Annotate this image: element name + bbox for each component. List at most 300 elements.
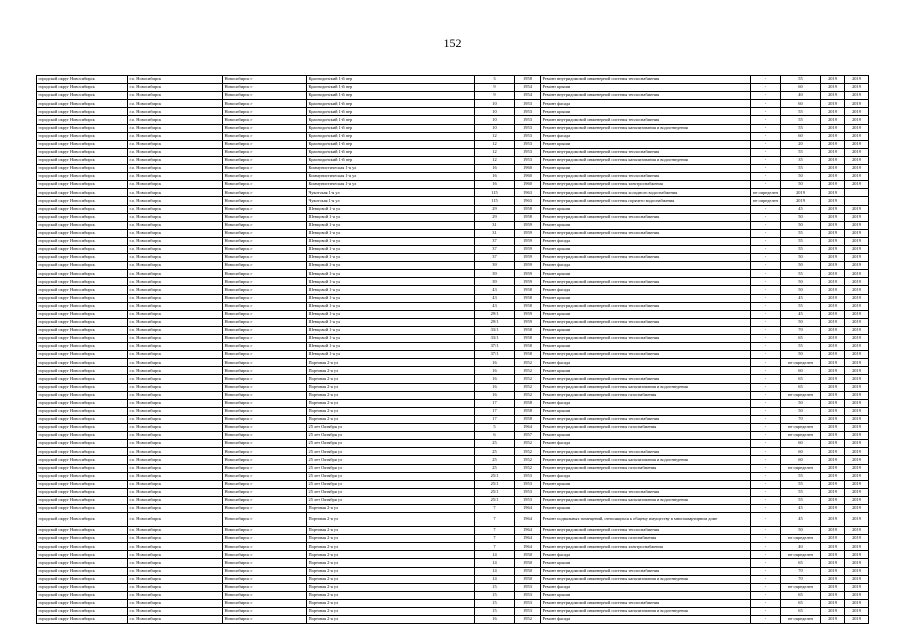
cell-street: Шевцовой 1-я ул [307,351,475,359]
cell-cost: не определен [781,583,821,591]
cell-work-type: Ремонт крыши [541,480,751,488]
cell-house: 43 [475,286,515,294]
cell-house: 3 [475,76,515,84]
cell-municipality: г.о. Новосибирск [128,432,223,440]
cell-work-type: Ремонт внутридомовой инженерной системы теплоснабжения [541,92,751,100]
cell-street: Краснодонский 1-й пер [307,148,475,156]
cell-work-type: Ремонт крыши [541,343,751,351]
cell-dash: - [751,116,781,124]
table-row [37,559,869,567]
cell-house: 25/1 [475,480,515,488]
cell-work-type: Ремонт внутридомовой инженерной системы теплоснабжения [541,599,751,607]
cell-year: 1958 [515,326,541,334]
cell-dash: - [751,326,781,334]
cell-dash: не определен [751,197,781,205]
cell-street: Шевцовой 1-я ул [307,302,475,310]
cell-work-type: Ремонт внутридомовой инженерной системы канализования и водоотведения [541,383,751,391]
cell-house: 37 [475,237,515,245]
cell-cost: 70 [781,415,821,423]
cell-house: 10 [475,108,515,116]
cell-year: 1953 [515,496,541,504]
cell-municipality: г.о. Новосибирск [128,575,223,583]
cell-municipality: г.о. Новосибирск [128,132,223,140]
cell-district: городской округ Новосибирск [37,616,128,624]
cell-district: городской округ Новосибирск [37,567,128,575]
cell-plan-start: 2019 [821,181,845,189]
cell-work-type: Ремонт внутридомовой инженерной системы теплоснабжения [541,567,751,575]
cell-municipality: г.о. Новосибирск [128,399,223,407]
cell-locality: Новосибирск г [223,302,307,310]
cell-year: 1964 [515,504,541,512]
cell-cost: 50 [781,213,821,221]
cell-plan-start: 2019 [821,165,845,173]
cell-plan-end: 2019 [845,424,869,432]
cell-street: Портовая 2-я ул [307,543,475,551]
cell-plan-end: 2019 [845,399,869,407]
cell-plan-start: 2019 [821,616,845,624]
cell-year: 1963 [515,197,541,205]
cell-plan-start: 2019 [821,76,845,84]
cell-house: 17 [475,399,515,407]
cell-house: 16 [475,391,515,399]
cell-plan-start: 2019 [821,513,845,527]
cell-cost: 55 [781,124,821,132]
cell-year: 1959 [515,318,541,326]
cell-year: 1958 [515,213,541,221]
cell-plan-start: 2019 [821,599,845,607]
cell-year: 1953 [515,100,541,108]
cell-street: Шевцовой 1-я ул [307,213,475,221]
cell-district: городской округ Новосибирск [37,156,128,164]
table-row [37,527,869,535]
cell-municipality: г.о. Новосибирск [128,424,223,432]
table-row [37,399,869,407]
cell-dash: - [751,407,781,415]
cell-year: 1959 [515,254,541,262]
cell-dash: - [751,472,781,480]
cell-year: 1953 [515,472,541,480]
cell-street: Портовая 2-я ул [307,599,475,607]
cell-municipality: г.о. Новосибирск [128,513,223,527]
cell-municipality: г.о. Новосибирск [128,616,223,624]
cell-street: Портовая 2-я ул [307,407,475,415]
cell-district: городской округ Новосибирск [37,488,128,496]
cell-street: 25 лет Октября ул [307,448,475,456]
cell-street: Портовая 2-я ул [307,504,475,512]
cell-street: Портовая 2-я ул [307,608,475,616]
cell-street: Портовая 2-я ул [307,391,475,399]
cell-dash: - [751,504,781,512]
cell-plan-end: 2019 [845,599,869,607]
cell-street: Краснодонский 1-й пер [307,124,475,132]
cell-plan-start: 2019 [821,302,845,310]
table-row [37,124,869,132]
cell-district: городской округ Новосибирск [37,527,128,535]
cell-house: 15 [475,591,515,599]
cell-street: Портовая 2-я ул [307,527,475,535]
cell-locality: Новосибирск г [223,156,307,164]
cell-plan-start: 2019 [821,496,845,504]
cell-year: 1958 [515,343,541,351]
cell-plan-end: 2019 [845,326,869,334]
cell-plan-start: 2019 [821,567,845,575]
cell-plan-end: 2019 [845,359,869,367]
table-row [37,415,869,423]
cell-dash: - [751,415,781,423]
cell-district: городской округ Новосибирск [37,302,128,310]
cell-year: 1964 [515,527,541,535]
cell-dash: - [751,367,781,375]
cell-work-type: Ремонт крыши [541,165,751,173]
cell-year: 1958 [515,302,541,310]
cell-street: Портовая 2-я ул [307,535,475,543]
cell-year: 1959 [515,221,541,229]
cell-work-type: Ремонт внутридомовой инженерной системы газоснабжения [541,391,751,399]
cell-year: 1958 [515,76,541,84]
cell-district: городской округ Новосибирск [37,543,128,551]
cell-municipality: г.о. Новосибирск [128,559,223,567]
cell-work-type: Ремонт внутридомовой инженерной системы теплоснабжения [541,527,751,535]
cell-cost: 55 [781,76,821,84]
cell-plan-start: 2019 [821,543,845,551]
cell-locality: Новосибирск г [223,310,307,318]
cell-plan-end: 2019 [845,391,869,399]
cell-cost: 55 [781,343,821,351]
table-row [37,140,869,148]
cell-municipality: г.о. Новосибирск [128,407,223,415]
cell-locality: Новосибирск г [223,116,307,124]
cell-district: городской округ Новосибирск [37,608,128,616]
cell-district: городской округ Новосибирск [37,84,128,92]
cell-municipality: г.о. Новосибирск [128,535,223,543]
cell-dash: - [751,318,781,326]
cell-cost: 50 [781,351,821,359]
cell-year: 1958 [515,205,541,213]
cell-cost: 60 [781,456,821,464]
cell-district: городской округ Новосибирск [37,181,128,189]
cell-cost: 55 [781,148,821,156]
cell-dash: - [751,599,781,607]
cell-plan-end: 2019 [845,124,869,132]
cell-work-type: Ремонт внутридомовой инженерной системы теплоснабжения [541,148,751,156]
cell-locality: Новосибирск г [223,375,307,383]
cell-plan-end: 2019 [845,335,869,343]
cell-dash: - [751,148,781,156]
cell-cost: 60 [781,448,821,456]
cell-year: 1964 [515,543,541,551]
cell-year: 1959 [515,229,541,237]
cell-municipality: г.о. Новосибирск [128,205,223,213]
cell-house: 16 [475,383,515,391]
repair-registry-table [36,75,869,624]
cell-plan-end: 2019 [845,591,869,599]
cell-work-type: Ремонт внутридомовой инженерной системы канализования и водоотведения [541,496,751,504]
cell-dash: - [751,221,781,229]
cell-locality: Новосибирск г [223,262,307,270]
cell-work-type: Ремонт внутридомовой инженерной системы теплоснабжения [541,173,751,181]
cell-dash: - [751,456,781,464]
cell-plan-end: 2019 [845,351,869,359]
cell-locality: Новосибирск г [223,567,307,575]
cell-locality: Новосибирск г [223,496,307,504]
table-row [37,608,869,616]
cell-district: городской округ Новосибирск [37,262,128,270]
cell-plan-start: 2019 [821,270,845,278]
cell-plan-end: 2019 [845,173,869,181]
cell-street: Портовая 2-я ул [307,513,475,527]
cell-house: 39 [475,262,515,270]
cell-house: 31 [475,221,515,229]
cell-work-type: Ремонт крыши [541,205,751,213]
cell-work-type: Ремонт внутридомовой инженерной системы электроснабжения [541,181,751,189]
cell-year: 1959 [515,270,541,278]
cell-street: 25 лет Октября ул [307,480,475,488]
cell-cost: 65 [781,383,821,391]
table-row [37,543,869,551]
cell-plan-start: 2019 [821,527,845,535]
cell-plan-start: 2019 [821,318,845,326]
cell-year: 1958 [515,294,541,302]
cell-street: Портовая 2-я ул [307,575,475,583]
cell-work-type: Ремонт внутридомовой инженерной системы горячего водоснабжения [541,197,751,205]
cell-cost: 55 [781,116,821,124]
table-row [37,367,869,375]
cell-district: городской округ Новосибирск [37,591,128,599]
cell-cost: 2019 [781,197,821,205]
cell-locality: Новосибирск г [223,165,307,173]
cell-district: городской округ Новосибирск [37,237,128,245]
cell-house: 16 [475,367,515,375]
cell-district: городской округ Новосибирск [37,440,128,448]
cell-cost: 55 [781,108,821,116]
cell-municipality: г.о. Новосибирск [128,375,223,383]
cell-plan-start: 2019 [821,399,845,407]
cell-house: 15 [475,599,515,607]
cell-cost: 55 [781,229,821,237]
cell-district: городской округ Новосибирск [37,335,128,343]
cell-year: 1963 [515,189,541,197]
cell-year: 1953 [515,591,541,599]
cell-year: 1958 [515,415,541,423]
cell-municipality: г.о. Новосибирск [128,173,223,181]
cell-work-type: Ремонт внутридомовой инженерной системы теплоснабжения [541,351,751,359]
cell-district: городской округ Новосибирск [37,310,128,318]
cell-plan-end: 2019 [845,513,869,527]
cell-house: 39 [475,270,515,278]
cell-dash: - [751,254,781,262]
cell-cost: 45 [781,504,821,512]
cell-plan-start: 2019 [821,456,845,464]
cell-street: Краснодонский 1-й пер [307,140,475,148]
cell-municipality: г.о. Новосибирск [128,254,223,262]
cell-house: 29 [475,213,515,221]
table-row [37,583,869,591]
cell-dash: - [751,205,781,213]
cell-municipality: г.о. Новосибирск [128,488,223,496]
cell-street: Краснодонский 1-й пер [307,132,475,140]
cell-year: 1958 [515,286,541,294]
cell-year: 1958 [515,407,541,415]
cell-municipality: г.о. Новосибирск [128,318,223,326]
cell-cost: 70 [781,326,821,334]
cell-plan-start: 2019 [821,351,845,359]
cell-work-type: Ремонт внутридомовой инженерной системы теплоснабжения [541,448,751,456]
cell-year: 1952 [515,375,541,383]
cell-cost: не определен [781,424,821,432]
cell-year: 1959 [515,237,541,245]
cell-cost: 55 [781,270,821,278]
cell-locality: Новосибирск г [223,197,307,205]
cell-district: городской округ Новосибирск [37,424,128,432]
cell-house: 29/1 [475,310,515,318]
cell-house: 9 [475,92,515,100]
cell-dash: - [751,100,781,108]
cell-house: 10 [475,124,515,132]
cell-work-type: Ремонт внутридомовой инженерной системы теплоснабжения [541,375,751,383]
cell-municipality: г.о. Новосибирск [128,245,223,253]
cell-plan-end: 2019 [845,583,869,591]
cell-dash: - [751,262,781,270]
cell-plan-end: 2019 [845,504,869,512]
cell-cost: 45 [781,513,821,527]
cell-municipality: г.о. Новосибирск [128,456,223,464]
cell-house: 17 [475,415,515,423]
table-row [37,591,869,599]
cell-street: Чукотская 1-я ул [307,189,475,197]
cell-locality: Новосибирск г [223,221,307,229]
cell-plan-end: 2019 [845,181,869,189]
cell-plan-end: 2019 [845,221,869,229]
cell-year: 1953 [515,608,541,616]
cell-district: городской округ Новосибирск [37,535,128,543]
cell-street: Краснодонский 1-й пер [307,100,475,108]
cell-plan-start: 2019 [821,608,845,616]
cell-plan-start: 2019 [821,278,845,286]
cell-house: 37 [475,254,515,262]
cell-plan-end: 2019 [845,92,869,100]
cell-house: 12 [475,132,515,140]
cell-municipality: г.о. Новосибирск [128,504,223,512]
cell-cost: 40 [781,92,821,100]
table-row [37,391,869,399]
table-row [37,108,869,116]
cell-street: Шевцовой 1-я ул [307,310,475,318]
cell-dash: - [751,591,781,599]
cell-dash: - [751,84,781,92]
cell-street: Краснодонский 1-й пер [307,108,475,116]
cell-district: городской округ Новосибирск [37,583,128,591]
cell-cost: 55 [781,472,821,480]
cell-locality: Новосибирск г [223,543,307,551]
cell-district: городской округ Новосибирск [37,140,128,148]
cell-dash: - [751,488,781,496]
cell-year: 1964 [515,535,541,543]
table-row [37,456,869,464]
cell-locality: Новосибирск г [223,367,307,375]
cell-municipality: г.о. Новосибирск [128,189,223,197]
cell-street: Шевцовой 1-я ул [307,245,475,253]
cell-municipality: г.о. Новосибирск [128,351,223,359]
cell-dash: - [751,440,781,448]
cell-year: 1953 [515,480,541,488]
cell-work-type: Ремонт внутридомовой инженерной системы теплоснабжения [541,254,751,262]
cell-work-type: Ремонт крыши [541,294,751,302]
cell-plan-start: 2019 [821,294,845,302]
table-row [37,286,869,294]
cell-plan-end: 2019 [845,148,869,156]
table-row [37,76,869,84]
cell-locality: Новосибирск г [223,407,307,415]
cell-work-type: Ремонт крыши [541,140,751,148]
cell-street: Шевцовой 1-я ул [307,335,475,343]
cell-street: Шевцовой 1-я ул [307,237,475,245]
cell-municipality: г.о. Новосибирск [128,343,223,351]
cell-plan-start: 2019 [821,310,845,318]
cell-house: 29 [475,205,515,213]
cell-municipality: г.о. Новосибирск [128,359,223,367]
cell-street: Шевцовой 1-я ул [307,221,475,229]
cell-street: Портовая 2-я ул [307,399,475,407]
cell-cost: 55 [781,245,821,253]
table-row [37,464,869,472]
table-row [37,575,869,583]
cell-plan-start: 2019 [821,100,845,108]
cell-plan-start: 2019 [821,407,845,415]
cell-plan-start: 2019 [821,480,845,488]
cell-year: 1952 [515,391,541,399]
cell-street: Шевцовой 1-я ул [307,318,475,326]
cell-street: Коммунистическая 1-я ул [307,181,475,189]
cell-locality: Новосибирск г [223,148,307,156]
cell-house: 25 [475,456,515,464]
cell-district: городской округ Новосибирск [37,229,128,237]
cell-dash: - [751,432,781,440]
cell-work-type: Ремонт внутридомовой инженерной системы электроснабжения [541,543,751,551]
cell-plan-end: 2019 [845,543,869,551]
cell-locality: Новосибирск г [223,318,307,326]
cell-locality: Новосибирск г [223,351,307,359]
cell-cost: 50 [781,527,821,535]
cell-plan-end: 2019 [845,472,869,480]
table-row [37,181,869,189]
cell-municipality: г.о. Новосибирск [128,551,223,559]
cell-work-type: Ремонт фасада [541,440,751,448]
cell-district: городской округ Новосибирск [37,432,128,440]
cell-plan-end: 2019 [845,132,869,140]
cell-house: 7 [475,504,515,512]
cell-plan-start: 2019 [821,189,845,197]
cell-district: городской округ Новосибирск [37,270,128,278]
cell-plan-start: 2019 [821,367,845,375]
cell-dash: - [751,575,781,583]
cell-locality: Новосибирск г [223,448,307,456]
cell-locality: Новосибирск г [223,108,307,116]
cell-house: 14 [475,551,515,559]
cell-house: 12 [475,156,515,164]
table-row [37,480,869,488]
cell-plan-end: 2019 [845,367,869,375]
cell-year: 1953 [515,148,541,156]
table-row [37,294,869,302]
cell-year: 1953 [515,156,541,164]
cell-cost: 65 [781,335,821,343]
cell-street: 25 лет Октября ул [307,496,475,504]
cell-house: 14 [475,567,515,575]
cell-plan-start: 2019 [821,535,845,543]
cell-house: 7 [475,535,515,543]
table-row [37,513,869,527]
cell-house: 9 [475,84,515,92]
